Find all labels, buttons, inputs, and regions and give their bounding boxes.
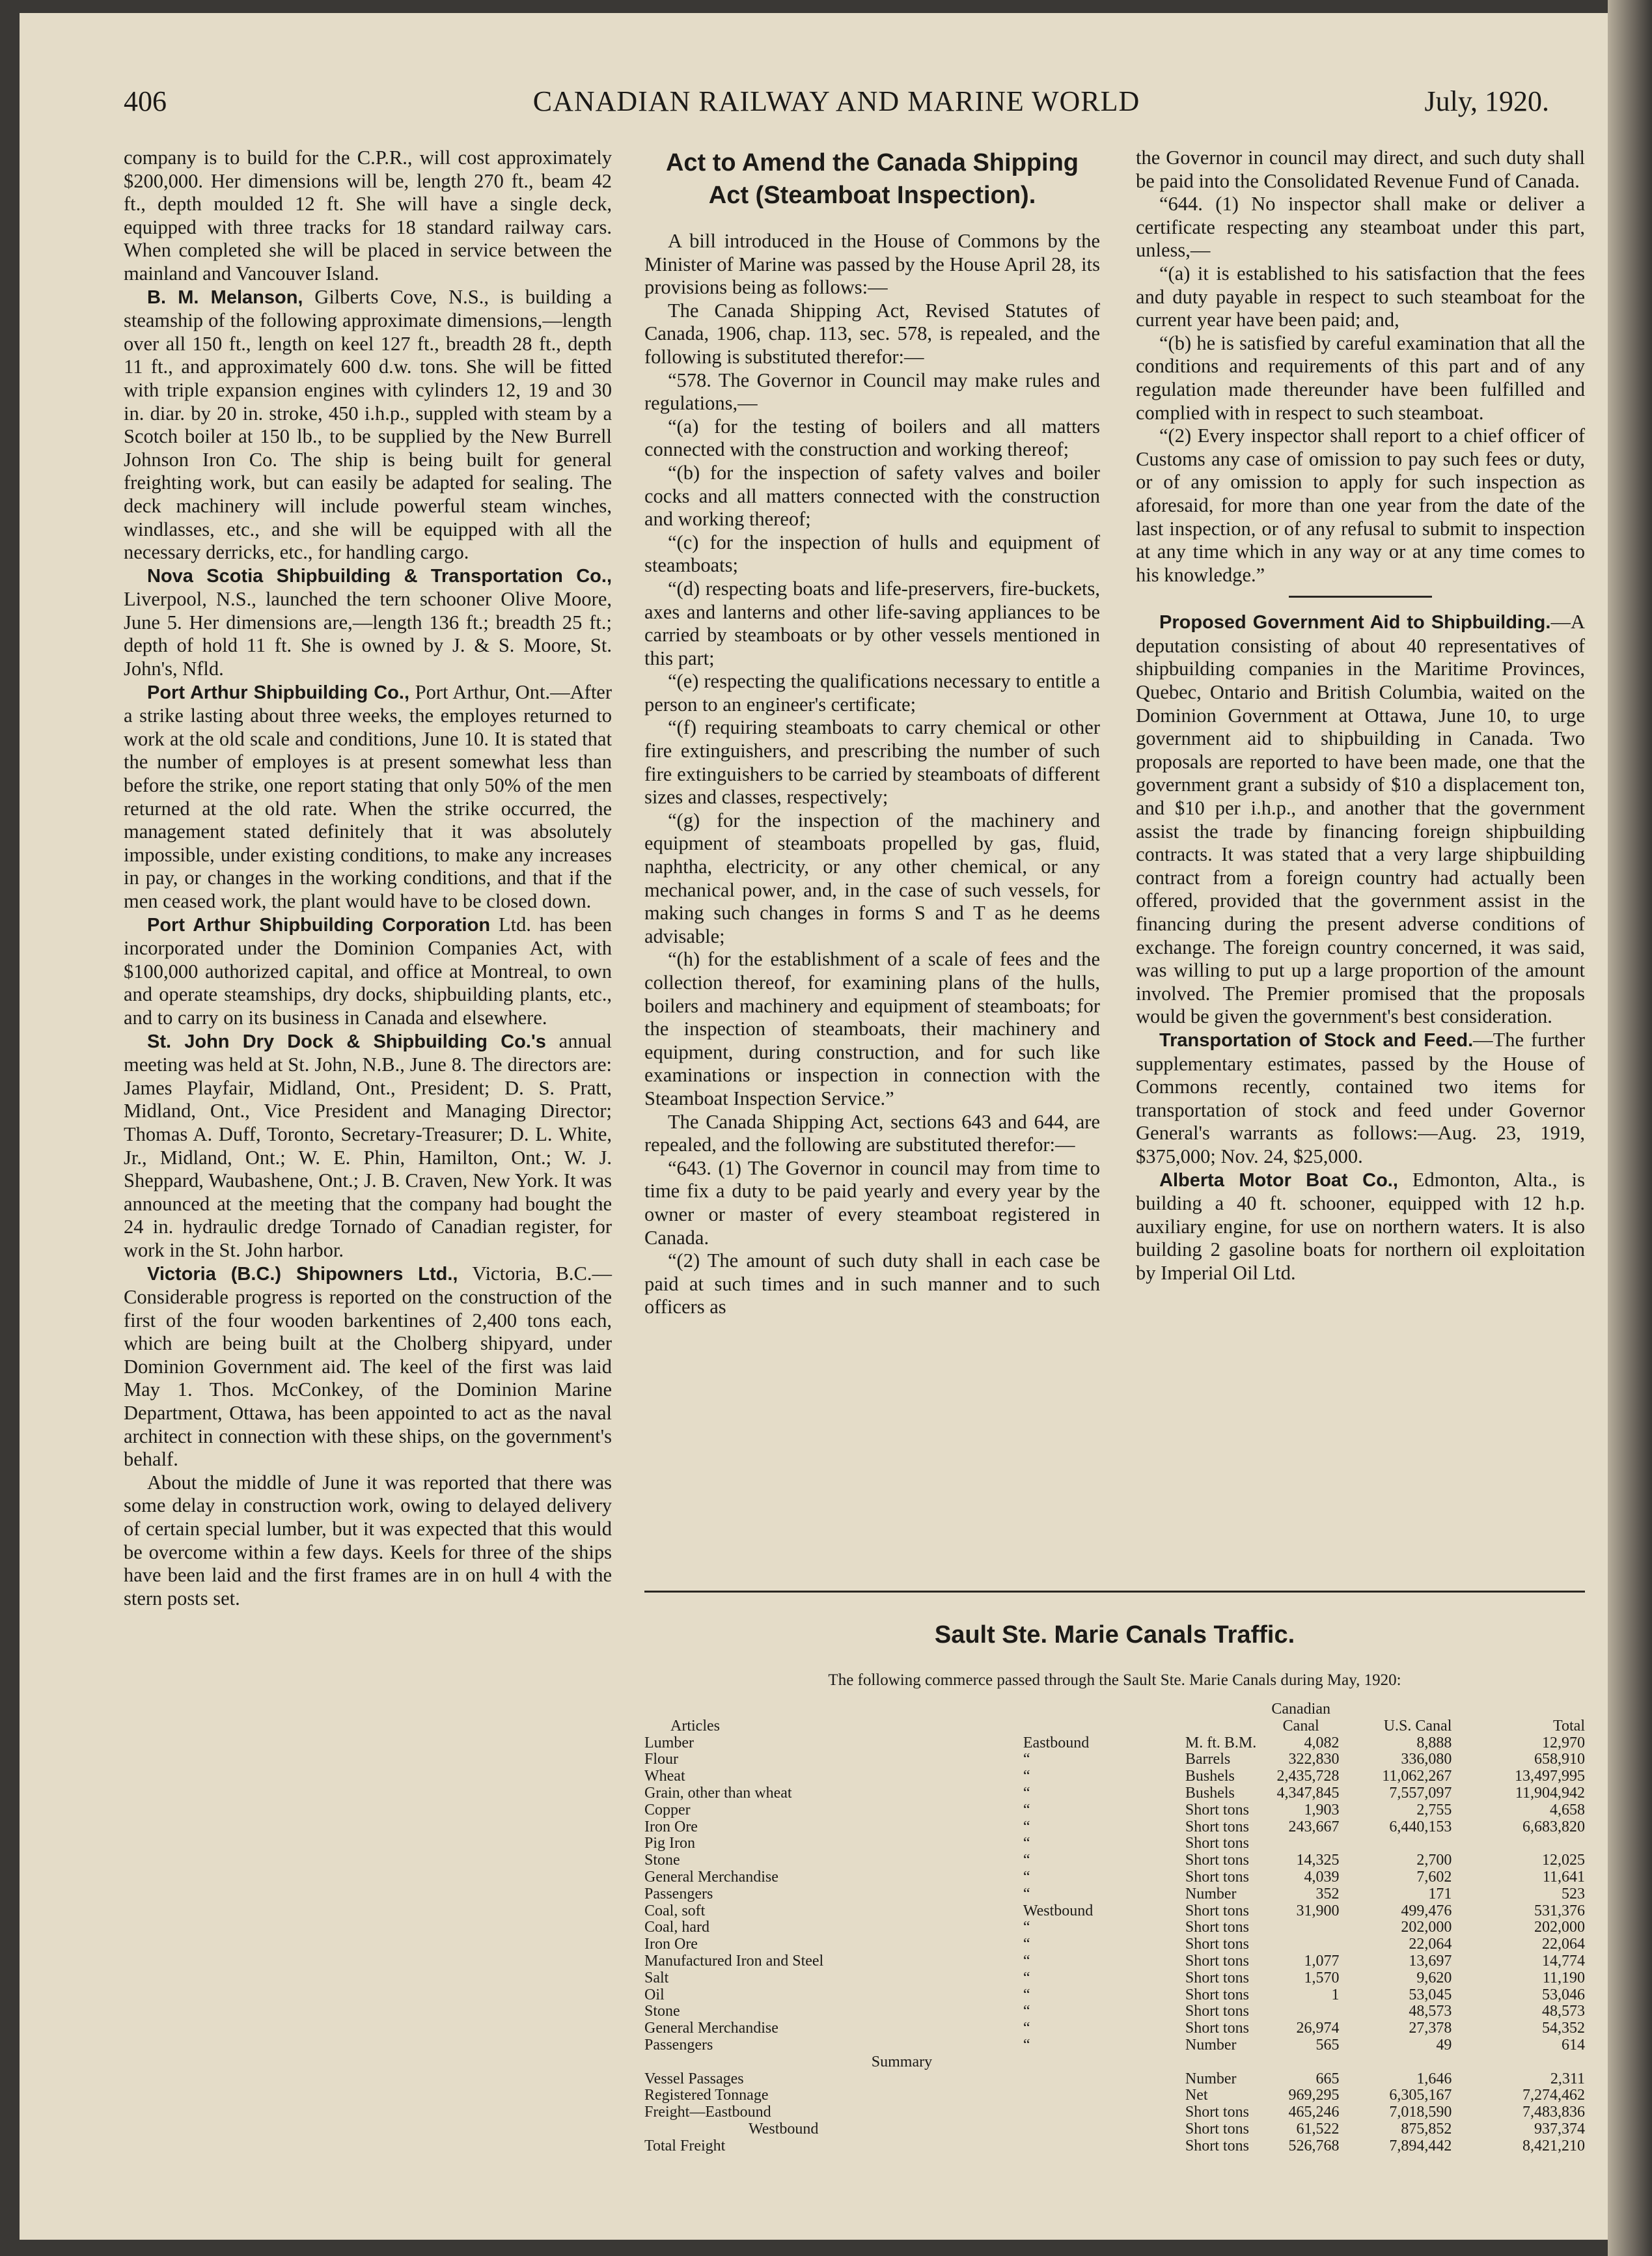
us-cell: 2,700 — [1416, 1852, 1452, 1869]
direction-cell — [1023, 2087, 1159, 2104]
us-cell: 22,064 — [1409, 1936, 1452, 1953]
item-heading: Alberta Motor Boat Co., — [1159, 1169, 1398, 1191]
us-cell: 336,080 — [1401, 1751, 1452, 1768]
paragraph: The Canada Shipping Act, Revised Statutes of Canada, 1906, chap. 113, sec. 578, is repealed, and the following is substituted therefor:— — [644, 299, 1100, 368]
traffic-section — [644, 1621, 1585, 2155]
article-cell: Flour — [644, 1751, 679, 1768]
empty-cell — [1159, 2054, 1263, 2071]
article-cell: Manufactured Iron and Steel — [644, 1952, 824, 1970]
total-cell: 11,190 — [1542, 1969, 1585, 1986]
article-cell: Pig Iron — [644, 1835, 695, 1852]
table-title: Sault Ste. Marie Canals Traffic. — [934, 1621, 1295, 1649]
us-cell: 8,888 — [1416, 1734, 1452, 1751]
total-cell: 7,274,462 — [1522, 2087, 1585, 2104]
article-cell: Stone — [644, 2003, 680, 2020]
unit-cell: Short tons — [1185, 1818, 1249, 1835]
total-cell: 22,064 — [1542, 1936, 1585, 1953]
total-cell: 54,352 — [1542, 2020, 1585, 2037]
unit-cell: Short tons — [1185, 1852, 1249, 1869]
table-row — [644, 1903, 1585, 1920]
table-body — [644, 1735, 1585, 2155]
paragraph: company is to build for the C.P.R., will cost approximately $200,000. Her dimensions will be, length 270 ft., beam 42 ft., depth moulded 12 ft. She will have a single deck, equipped with three tracks for 18 standard railway cars. When completed she will be placed in service between the mainland and Vancouver Island. — [124, 146, 612, 285]
direction-cell: “ — [1023, 1852, 1030, 1869]
direction-cell: “ — [1023, 1919, 1030, 1936]
direction-cell: Westbound — [1023, 1902, 1094, 1919]
total-cell: 53,046 — [1542, 1986, 1585, 2003]
us-cell: 49 — [1436, 2036, 1452, 2054]
divider — [1289, 596, 1432, 598]
direction-cell — [1023, 2071, 1159, 2088]
section-divider — [644, 1591, 1585, 1593]
direction-cell — [1023, 2138, 1159, 2155]
us-cell: 6,440,153 — [1389, 1818, 1452, 1835]
traffic-table — [644, 1701, 1585, 2155]
paragraph: St. John Dry Dock & Shipbuilding Co.'s annual meeting was held at St. John, N.B., June 8. The directors are: James Playfair, Midland, Ont., President; D. S. Pratt, Midland, Ont., Vice President and Managing Director; Thomas A. Duff, Toronto, Secretary-Treasurer; D. L. White, Jr., Midland, Ont.; W. E. Phin, Hamilton, Ont.; W. J. Sheppard, Waubashene, Ont.; J. B. Craven, New York. It was announced at the meeting that the company had bought the 24 in. hydraulic dredge Tornado of Canadian register, for work in the St. John harbor. — [124, 1029, 612, 1261]
paragraph: The Canada Shipping Act, sections 643 and 644, are repealed, and the following are substituted therefor:— — [644, 1110, 1100, 1156]
us-cell: 48,573 — [1409, 2003, 1452, 2020]
total-cell: 531,376 — [1534, 1902, 1585, 1919]
unit-cell: Number — [1185, 2070, 1237, 2087]
article-cell: General Merchandise — [644, 1868, 778, 1886]
direction-cell: “ — [1023, 1952, 1030, 1970]
paragraph: Port Arthur Shipbuilding Corporation Ltd. has been incorporated under the Dominion Companies Act, with $100,000 authorized capital, and office at Montreal, to own and operate steamships, dry docks, shipbuilding plants, etc., and to carry on its business in Canada and elsewhere. — [124, 913, 613, 1029]
article-cell: Iron Ore — [644, 1936, 698, 1953]
total-cell — [1452, 1835, 1585, 1852]
unit-cell: Short tons — [1185, 1919, 1249, 1936]
us-cell: 7,018,590 — [1389, 2104, 1452, 2121]
table-row — [644, 1953, 1585, 1970]
article-cell: Copper — [644, 1801, 691, 1818]
canadian-cell: 526,768 — [1288, 2137, 1340, 2154]
table-row — [644, 1785, 1585, 1802]
paragraph: B. M. Melanson, Gilberts Cove, N.S., is building a steamship of the following approximate dimensions,—length over all 150 ft., length on keel 127 ft., breadth 28 ft., depth 11 ft., and approximately 600 d.w. tons. She will be fitted with triple expansion engines with cylinders 12, 19 and 30 in. diar. by 20 in. stroke, 450 i.h.p., suppled with steam by a Scotch boiler at 150 lb., to be supplied by the New Burrell Johnson Iron Co. The ship is being built for general freighting work, but can easily be adapted for sealing. The deck machinery will include powerful steam winches, windlasses, etc., and she will be equipped with all the necessary derricks, etc., for handling cargo. — [124, 285, 612, 564]
canadian-cell: 322,830 — [1288, 1751, 1340, 1768]
direction-cell: Eastbound — [1023, 1734, 1090, 1751]
canadian-cell: 61,522 — [1296, 2120, 1340, 2138]
item-text: Edmonton, Alta., is building a 40 ft. schooner, equipped with 12 h.p. auxiliary engine, for use on northern waters. It is also building 2 gasoline boats for northern oil exploitation by Imperial Oil Ltd. — [1136, 1168, 1585, 1284]
us-cell: 7,894,442 — [1389, 2137, 1452, 2154]
header-total: Total — [1553, 1717, 1585, 1734]
canadian-cell: 26,974 — [1296, 2020, 1340, 2037]
paragraph: “(e) respecting the qualifications necessary to entitle a person to an engineer's certificate; — [644, 670, 1100, 716]
empty-cell — [1340, 2054, 1452, 2071]
journal-title: CANADIAN RAILWAY AND MARINE WORLD — [532, 85, 1140, 117]
direction-cell — [1023, 2121, 1159, 2138]
table-row — [644, 1751, 1585, 1768]
unit-cell: Short tons — [1185, 1835, 1249, 1852]
direction-cell: “ — [1023, 1885, 1030, 1902]
paragraph: “(2) Every inspector shall report to a chief officer of Customs any case of omission to pay such fees or duty, or of any omission to apply for such inspection as aforesaid, for more than one year from the date of the last inspection, or of any refusal to submit to inspection at any time which in any way or at any time comes to his knowledge.” — [1136, 425, 1585, 586]
article-cell: Coal, soft — [644, 1902, 706, 1919]
paragraph: “578. The Governor in Council may make rules and regulations,— — [644, 369, 1100, 415]
summary-label: Summary — [871, 2053, 933, 2070]
table-row — [644, 1735, 1585, 1752]
article-cell: Westbound — [749, 2120, 819, 2138]
us-cell: 11,062,267 — [1382, 1768, 1452, 1785]
us-cell: 7,557,097 — [1389, 1784, 1452, 1802]
article-cell: Salt — [644, 1969, 669, 1986]
paragraph: “(b) for the inspection of safety valves and boiler cocks and all matters connected with the construction and working thereof; — [644, 461, 1100, 531]
us-cell — [1340, 1835, 1452, 1852]
table-row — [644, 2121, 1585, 2138]
article-cell: Registered Tonnage — [644, 2087, 769, 2104]
paragraph: “(b) he is satisfied by careful examination that all the conditions and requirements of this part and of any regulation made thereunder have been fulfilled and complied with in respect to such steamboat. — [1136, 331, 1585, 424]
news-item — [1136, 1169, 1585, 1285]
empty-cell — [1263, 2054, 1340, 2071]
total-cell: 12,970 — [1542, 1734, 1585, 1751]
paragraph: “(a) it is established to his satisfaction that the fees and duty payable in respect to such steamboat for the current year have been paid; and, — [1136, 262, 1585, 331]
us-cell: 1,646 — [1416, 2070, 1452, 2087]
article-cell: Passengers — [644, 1885, 713, 1902]
direction-cell: “ — [1023, 1868, 1030, 1886]
total-cell: 14,774 — [1542, 1952, 1585, 1970]
article-cell: General Merchandise — [644, 2020, 778, 2037]
unit-cell: Bushels — [1185, 1784, 1235, 1802]
canadian-cell — [1263, 1936, 1340, 1953]
unit-cell: Bushels — [1185, 1768, 1235, 1785]
canadian-cell: 1,903 — [1304, 1801, 1340, 1818]
unit-cell: Short tons — [1185, 1969, 1249, 1986]
us-cell: 499,476 — [1401, 1902, 1452, 1919]
canadian-cell: 665 — [1315, 2070, 1340, 2087]
total-cell: 202,000 — [1534, 1919, 1585, 1936]
canadian-cell: 565 — [1315, 2036, 1340, 2054]
total-cell: 614 — [1562, 2036, 1585, 2054]
article-cell: Passengers — [644, 2036, 713, 2054]
unit-cell: Number — [1185, 2036, 1237, 2054]
article-title: Act to Amend the Canada Shipping Act (Steamboat Inspection). — [665, 149, 1079, 209]
table-row — [644, 2071, 1585, 2088]
total-cell: 13,497,995 — [1515, 1768, 1585, 1785]
article-cell: Stone — [644, 1852, 680, 1869]
direction-cell: “ — [1023, 1986, 1030, 2003]
paragraph: “(2) The amount of such duty shall in each case be paid at such times and in such manner and to such officers as — [644, 1249, 1100, 1318]
canadian-cell: 4,082 — [1304, 1734, 1340, 1751]
table-row — [644, 2003, 1585, 2020]
table-row — [644, 1835, 1585, 1852]
item-heading: Transportation of Stock and Feed. — [1159, 1029, 1474, 1051]
table-row — [644, 2037, 1585, 2054]
table-row — [644, 1802, 1585, 1819]
article-body — [644, 230, 1100, 1319]
table-row — [644, 2138, 1585, 2155]
total-cell: 11,641 — [1542, 1868, 1585, 1886]
empty-cell — [1452, 2054, 1585, 2071]
unit-cell: Short tons — [1185, 1868, 1249, 1886]
item-text: —The further supplementary estimates, passed by the House of Commons recently, contained two items for transportation of stock and feed under Governor General's warrants as follows:—Aug. 23, 1919, $375,000; Nov. 24, $25,000. — [1136, 1028, 1585, 1167]
direction-cell: “ — [1023, 1818, 1030, 1835]
unit-cell: Barrels — [1185, 1751, 1231, 1768]
unit-cell: Short tons — [1185, 2003, 1249, 2020]
canadian-cell — [1263, 2003, 1340, 2020]
unit-cell: Short tons — [1185, 1986, 1249, 2003]
table-row — [644, 1768, 1585, 1785]
article-continuation — [1136, 146, 1585, 587]
article-cell: Grain, other than wheat — [644, 1784, 792, 1802]
item-text: —A deputation consisting of about 40 representatives of shipbuilding companies in the Maritime Provinces, Quebec, Ontario and British Columbia, waited on the Dominion Government at Ottawa, June 10, to urge government aid to shipbuilding in Canada. Two proposals are reported to have been made, one that the government grant a subsidy of $10 a displacement ton, and $10 per i.h.p., and another that the government assist the trade by financing foreign shipbuilding contracts. It was stated that a very large shipbuilding contract from a foreign country had actually been offered, provided that the government assist in the financing during the present adverse conditions of exchange. The foreign country concerned, it was said, was willing to put up a large proportion of the amount involved. The Premier promised that the proposals would be given the government's best consideration. — [1136, 611, 1585, 1028]
total-cell: 48,573 — [1542, 2003, 1585, 2020]
total-cell: 523 — [1562, 1885, 1585, 1902]
article-cell: Wheat — [644, 1768, 685, 1785]
paragraph: Victoria (B.C.) Shipowners Ltd., Victoria, B.C.—Considerable progress is reported on the construction of the first of the four wooden barkentines of 2,400 tons each, which are being built at the Cholberg shipyard, under Dominion Government aid. The keel of the first was laid May 1. Thos. McConkey, of the Dominion Marine Department, Ottawa, has been appointed to act as the naval architect in connection with these ships, on the government's behalf. — [124, 1262, 613, 1471]
canadian-cell: 4,039 — [1304, 1868, 1340, 1886]
canadian-cell: 1 — [1331, 1986, 1340, 2003]
us-cell: 2,755 — [1416, 1801, 1452, 1818]
column-3 — [1136, 146, 1585, 1285]
total-cell: 7,483,836 — [1522, 2104, 1585, 2121]
total-cell: 658,910 — [1534, 1751, 1585, 1768]
total-cell: 4,658 — [1550, 1801, 1585, 1818]
unit-cell: Short tons — [1185, 1902, 1249, 1919]
table-row — [644, 1886, 1585, 1903]
article-cell: Total Freight — [644, 2137, 726, 2154]
canadian-cell: 969,295 — [1288, 2087, 1340, 2104]
paragraph: “(f) requiring steamboats to carry chemical or other fire extinguishers, and prescribing the number of such fire extinguishers to be carried by steamboats of different sizes and classes, respectively; — [644, 716, 1100, 809]
paragraph: the Governor in council may direct, and such duty shall be paid into the Consolidated Revenue Fund of Canada. — [1136, 146, 1585, 192]
us-cell: 875,852 — [1401, 2120, 1452, 2138]
direction-cell: “ — [1023, 1969, 1030, 1986]
paragraph: “(h) for the establishment of a scale of fees and the collection thereof, for examining plans of the hulls, boilers and machinery and equipment of steamboats; for the inspection of steamboats, their machinery and equipment, during construction, and for such like examinations or inspection in connection with the Steamboat Inspection Service.” — [644, 948, 1100, 1109]
direction-cell: “ — [1023, 1768, 1030, 1785]
article-cell: Iron Ore — [644, 1818, 698, 1835]
paragraph: “643. (1) The Governor in council may from time to time fix a duty to be paid yearly and every year by the owner or master of every steamboat registered in Canada. — [644, 1156, 1100, 1249]
paragraph: About the middle of June it was reported that there was some delay in construction work, owing to delayed delivery of certain special lumber, but it was expected that this would be overcome within a few days. Keels for three of the ships have been laid and the first frames are in on hull 4 with the stern posts set. — [124, 1471, 612, 1609]
unit-cell: Short tons — [1185, 2137, 1249, 2154]
header-canadian: Canadian Canal — [1271, 1701, 1330, 1734]
table-row — [644, 2087, 1585, 2104]
news-item — [1136, 1029, 1585, 1169]
direction-cell — [1023, 2104, 1159, 2121]
us-cell: 9,620 — [1416, 1969, 1452, 1986]
canadian-cell: 2,435,728 — [1276, 1768, 1340, 1785]
header-us: U.S. Canal — [1383, 1717, 1452, 1734]
table-header — [644, 1701, 1585, 1735]
unit-cell: M. ft. B.M. — [1185, 1734, 1257, 1751]
table-row — [644, 1970, 1585, 1987]
article-cell: Vessel Passages — [644, 2070, 744, 2087]
unit-cell: Net — [1185, 2087, 1208, 2104]
paragraph: “(g) for the inspection of the machinery and equipment of steamboats propelled by gas, fluid, naphtha, electricity, or any other chemical, or any mechanical power, and, in the case of such vessels, for making such changes in forms S and T as he deems advisable; — [644, 809, 1100, 947]
article-cell: Lumber — [644, 1734, 694, 1751]
direction-cell: “ — [1023, 1751, 1030, 1768]
us-cell: 53,045 — [1409, 1986, 1452, 2003]
us-cell: 27,378 — [1409, 2020, 1452, 2037]
direction-cell: “ — [1023, 1835, 1030, 1852]
canadian-cell: 31,900 — [1296, 1902, 1340, 1919]
table-row — [644, 2020, 1585, 2037]
table-row — [644, 2104, 1585, 2121]
unit-cell: Short tons — [1185, 2020, 1249, 2037]
total-cell: 937,374 — [1534, 2120, 1585, 2138]
paragraph: “644. (1) No inspector shall make or deliver a certificate respecting any steamboat under this part, unless,— — [1136, 193, 1585, 262]
direction-cell: “ — [1023, 1936, 1030, 1953]
page — [20, 13, 1608, 2240]
canadian-cell: 352 — [1315, 1885, 1340, 1902]
table-row — [644, 1869, 1585, 1886]
direction-cell: “ — [1023, 1801, 1030, 1818]
paragraph: “(d) respecting boats and life-preservers, fire-buckets, axes and lanterns and other life-saving appliances to be carried by steamboats or by other vessels mentioned in this part; — [644, 577, 1100, 669]
canadian-cell — [1263, 1835, 1340, 1852]
article-cell: Coal, hard — [644, 1919, 709, 1936]
header-articles: Articles — [670, 1717, 720, 1734]
canadian-cell — [1263, 1919, 1340, 1936]
us-cell: 202,000 — [1401, 1919, 1452, 1936]
column-1 — [124, 146, 612, 1610]
us-cell: 171 — [1428, 1885, 1452, 1902]
direction-cell: “ — [1023, 2020, 1030, 2037]
running-header — [124, 85, 1549, 130]
table-row — [644, 1987, 1585, 2004]
paragraph: “(c) for the inspection of hulls and equipment of steamboats; — [644, 531, 1100, 577]
unit-cell: Short tons — [1185, 1936, 1249, 1953]
column-2 — [644, 146, 1100, 1319]
total-cell: 12,025 — [1542, 1852, 1585, 1869]
table-row — [644, 1819, 1585, 1836]
direction-cell: “ — [1023, 2003, 1030, 2020]
paragraph: Port Arthur Shipbuilding Co., Port Arthur, Ont.—After a strike lasting about three weeks, the employes returned to work at the old scale and conditions, June 10. It is stated that the number of employes is at present somewhat less than before the strike, one report stating that only 50% of the men returned at the old rate. When the strike occurred, the management stated definitely that it was absolutely impossible, under existing conditions, to make any increases in pay, or changes in the working conditions, and that if the men ceased work, the plant would have to be closed down. — [124, 680, 612, 912]
canadian-cell: 243,667 — [1288, 1818, 1340, 1835]
unit-cell: Short tons — [1185, 1952, 1249, 1970]
canadian-cell: 4,347,845 — [1276, 1784, 1340, 1802]
unit-cell: Short tons — [1185, 2104, 1249, 2121]
table-row — [644, 1852, 1585, 1869]
canadian-cell: 1,077 — [1304, 1952, 1340, 1970]
paragraph: “(a) for the testing of boilers and all matters connected with the construction and working thereof; — [644, 415, 1100, 461]
page-number: 406 — [124, 85, 167, 117]
news-item — [1136, 611, 1585, 1029]
table-intro: The following commerce passed through the Sault Ste. Marie Canals during May, 1920: — [828, 1671, 1401, 1689]
total-cell: 8,421,210 — [1522, 2137, 1585, 2154]
total-cell: 11,904,942 — [1515, 1784, 1585, 1802]
news-items — [1136, 611, 1585, 1285]
us-cell: 7,602 — [1416, 1868, 1452, 1886]
direction-cell: “ — [1023, 1784, 1030, 1802]
issue-date: July, 1920. — [1424, 85, 1549, 117]
paragraph: A bill introduced in the House of Commons by the Minister of Marine was passed by the House April 28, its provisions being as follows:— — [644, 230, 1100, 299]
paragraph: Nova Scotia Shipbuilding & Transportation Co., Liverpool, N.S., launched the tern schooner Olive Moore, June 5. Her dimensions are,—length 136 ft.; breadth 25 ft.; depth of hold 11 ft. She is owned by J. & S. Moore, St. John's, Nfld. — [124, 565, 612, 680]
unit-cell: Number — [1185, 1885, 1237, 1902]
article-cell: Freight—Eastbound — [644, 2104, 771, 2121]
article-cell: Oil — [644, 1986, 665, 2003]
direction-cell: “ — [1023, 2036, 1030, 2054]
canadian-cell: 14,325 — [1296, 1852, 1340, 1869]
summary-header — [644, 2054, 1585, 2071]
total-cell: 6,683,820 — [1522, 1818, 1585, 1835]
item-heading: Proposed Government Aid to Shipbuilding. — [1159, 612, 1551, 634]
unit-cell: Short tons — [1185, 1801, 1249, 1818]
unit-cell: Short tons — [1185, 2120, 1249, 2138]
table-row — [644, 1919, 1585, 1936]
total-cell: 2,311 — [1550, 2070, 1585, 2087]
us-cell: 13,697 — [1409, 1952, 1452, 1970]
canadian-cell: 1,570 — [1304, 1969, 1340, 1986]
us-cell: 6,305,167 — [1389, 2087, 1452, 2104]
page-edge — [1608, 0, 1652, 2256]
table-row — [644, 1936, 1585, 1953]
canadian-cell: 465,246 — [1288, 2104, 1340, 2121]
